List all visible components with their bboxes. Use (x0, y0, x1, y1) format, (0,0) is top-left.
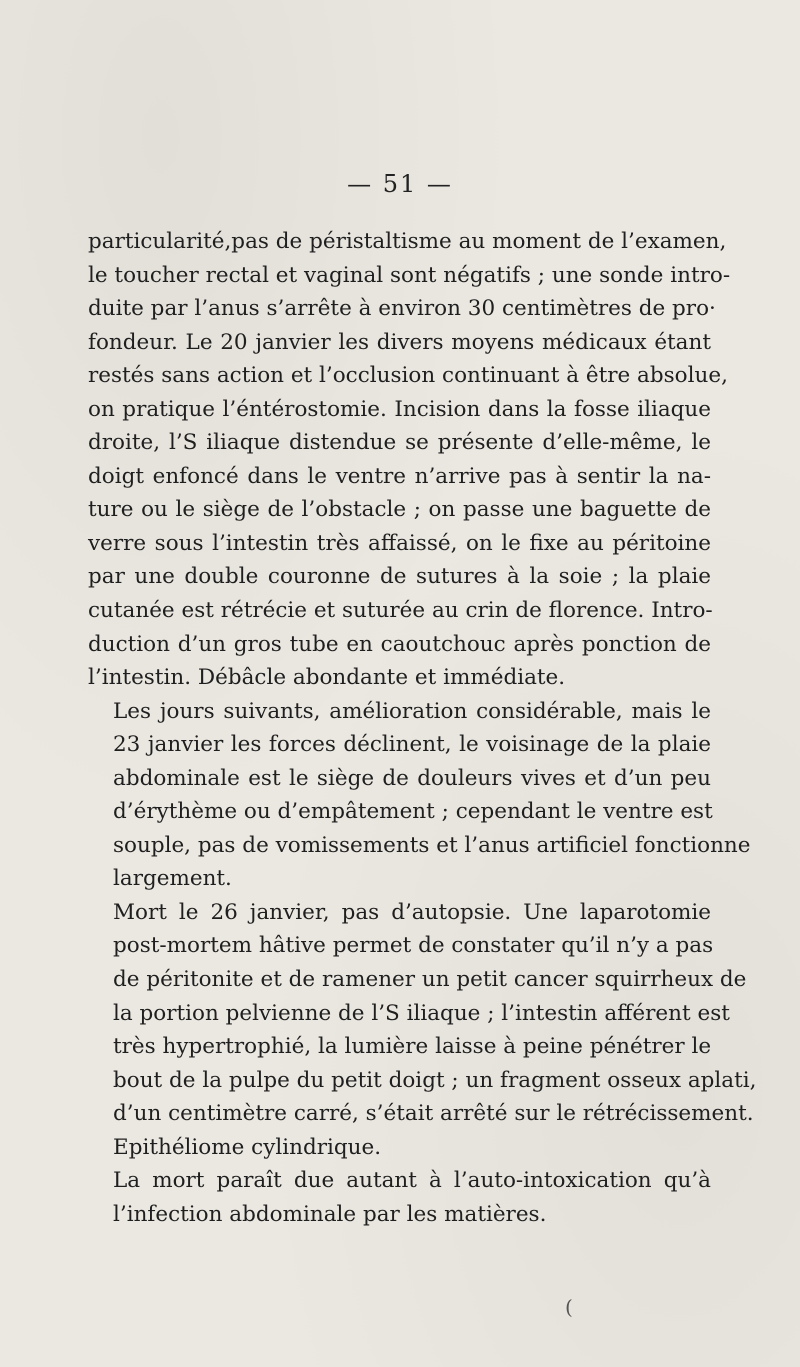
text-line: doigt enfoncé dans le ventre n’arrive pas à sentir la na- (88, 463, 711, 489)
text-line: on pratique l’éntérostomie. Incision dans la fosse iliaque (88, 396, 711, 422)
text-line: très hypertrophié, la lumière laisse à peine pénétrer le (113, 1034, 712, 1060)
text-line: Mort le 26 janvier, pas d’autopsie. Une laparotomie (113, 899, 711, 925)
paragraph-3 (88, 896, 757, 1164)
text-line: de péritonite et de ramener un petit cancer squirrheux de (113, 967, 747, 993)
text-line: la portion pelvienne de l’S iliaque ; l’intestin afférent est (113, 1000, 730, 1026)
body-text (88, 225, 757, 1231)
text-line: ture ou le siège de l’obstacle ; on passe une baguette de (88, 497, 711, 523)
text-line: restés sans action et l’occlusion continuant à être absolue, (88, 363, 728, 389)
text-line: l’intestin. Débâcle abondante et immédiate. (88, 665, 566, 691)
text-line: post-mortem hâtive permet de constater qu’il n’y a pas (113, 933, 714, 959)
text-line: bout de la pulpe du petit doigt ; un fragment osseux aplati, (113, 1067, 757, 1093)
paragraph-2 (88, 695, 751, 896)
page-number: — 51 — (347, 170, 453, 198)
text-line: fondeur. Le 20 janvier les divers moyens médicaux étant (88, 329, 711, 355)
text-line: La mort paraît due autant à l’auto-intoxication qu’à (113, 1168, 711, 1194)
text-line: droite, l’S iliaque distendue se présente d’elle-même, le (88, 430, 711, 456)
text-line: d’un centimètre carré, s’était arrêté sur le rétrécissement. (113, 1101, 754, 1127)
text-line: largement. (113, 866, 232, 892)
text-line: Epithéliome cylindrique. (113, 1134, 382, 1160)
paragraph-4 (88, 1164, 711, 1231)
text-line: le toucher rectal et vaginal sont négatifs ; une sonde intro- (88, 262, 731, 288)
text-line: particularité,pas de péristaltisme au moment de l’examen, (88, 229, 727, 254)
text-line: d’érythème ou d’empâtement ; cependant le ventre est (113, 799, 713, 825)
stray-mark: ( (565, 1295, 573, 1319)
text-line: Les jours suivants, amélioration considérable, mais le (113, 698, 711, 724)
text-line: l’infection abdominale par les matières. (113, 1201, 547, 1227)
text-line: souple, pas de vomissements et l’anus artificiel fonctionne (113, 832, 751, 858)
text-line: 23 janvier les forces déclinent, le voisinage de la plaie (113, 732, 711, 758)
text-line: verre sous l’intestin très affaissé, on le fixe au péritoine (88, 530, 711, 556)
text-line: cutanée est rétrécie et suturée au crin de florence. Intro- (88, 598, 713, 624)
paragraph-1 (88, 225, 731, 695)
text-line: duction d’un gros tube en caoutchouc après ponction de (88, 631, 711, 657)
text-line: par une double couronne de sutures à la soie ; la plaie (88, 564, 711, 590)
text-line: duite par l’anus s’arrête à environ 30 centimètres de pro· (88, 296, 716, 322)
text-line: abdominale est le siège de douleurs vives et d’un peu (113, 765, 711, 791)
